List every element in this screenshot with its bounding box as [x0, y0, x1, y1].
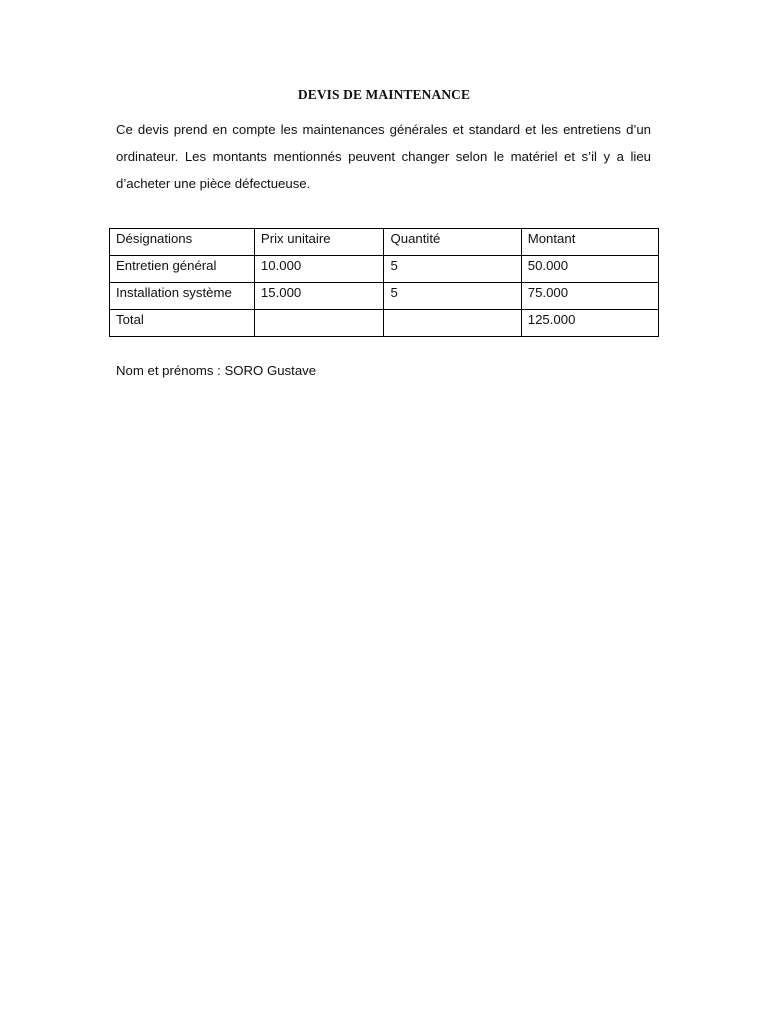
table-total-row — [110, 310, 659, 337]
table-header-row — [110, 229, 659, 256]
cell-designation: Entretien général — [110, 256, 255, 283]
cell-designation: Installation système — [110, 283, 255, 310]
cell-quantity: 5 — [384, 283, 521, 310]
cell-quantity: 5 — [384, 256, 521, 283]
cell-total-amount: 125.000 — [521, 310, 658, 337]
cell-empty — [384, 310, 521, 337]
cell-unit-price: 10.000 — [254, 256, 384, 283]
cell-amount: 75.000 — [521, 283, 658, 310]
intro-paragraph: Ce devis prend en compte les maintenances générales et standard et les entretiens d’un ordinateur. Les montants mentionnés peuvent changer selon le matériel et s’il y a lieu d’acheter une pièce défectueuse. — [116, 122, 651, 191]
signature-line: Nom et prénoms : SORO Gustave — [116, 363, 317, 378]
header-designations: Désignations — [110, 229, 255, 256]
header-unit-price: Prix unitaire — [254, 229, 384, 256]
cell-unit-price: 15.000 — [254, 283, 384, 310]
table-row — [110, 256, 659, 283]
header-quantity: Quantité — [384, 229, 521, 256]
document-title: DEVIS DE MAINTENANCE — [297, 87, 471, 102]
header-amount: Montant — [521, 229, 658, 256]
cell-total-label: Total — [110, 310, 255, 337]
cell-amount: 50.000 — [521, 256, 658, 283]
cell-empty — [254, 310, 384, 337]
quote-table — [109, 228, 659, 337]
table-row — [110, 283, 659, 310]
